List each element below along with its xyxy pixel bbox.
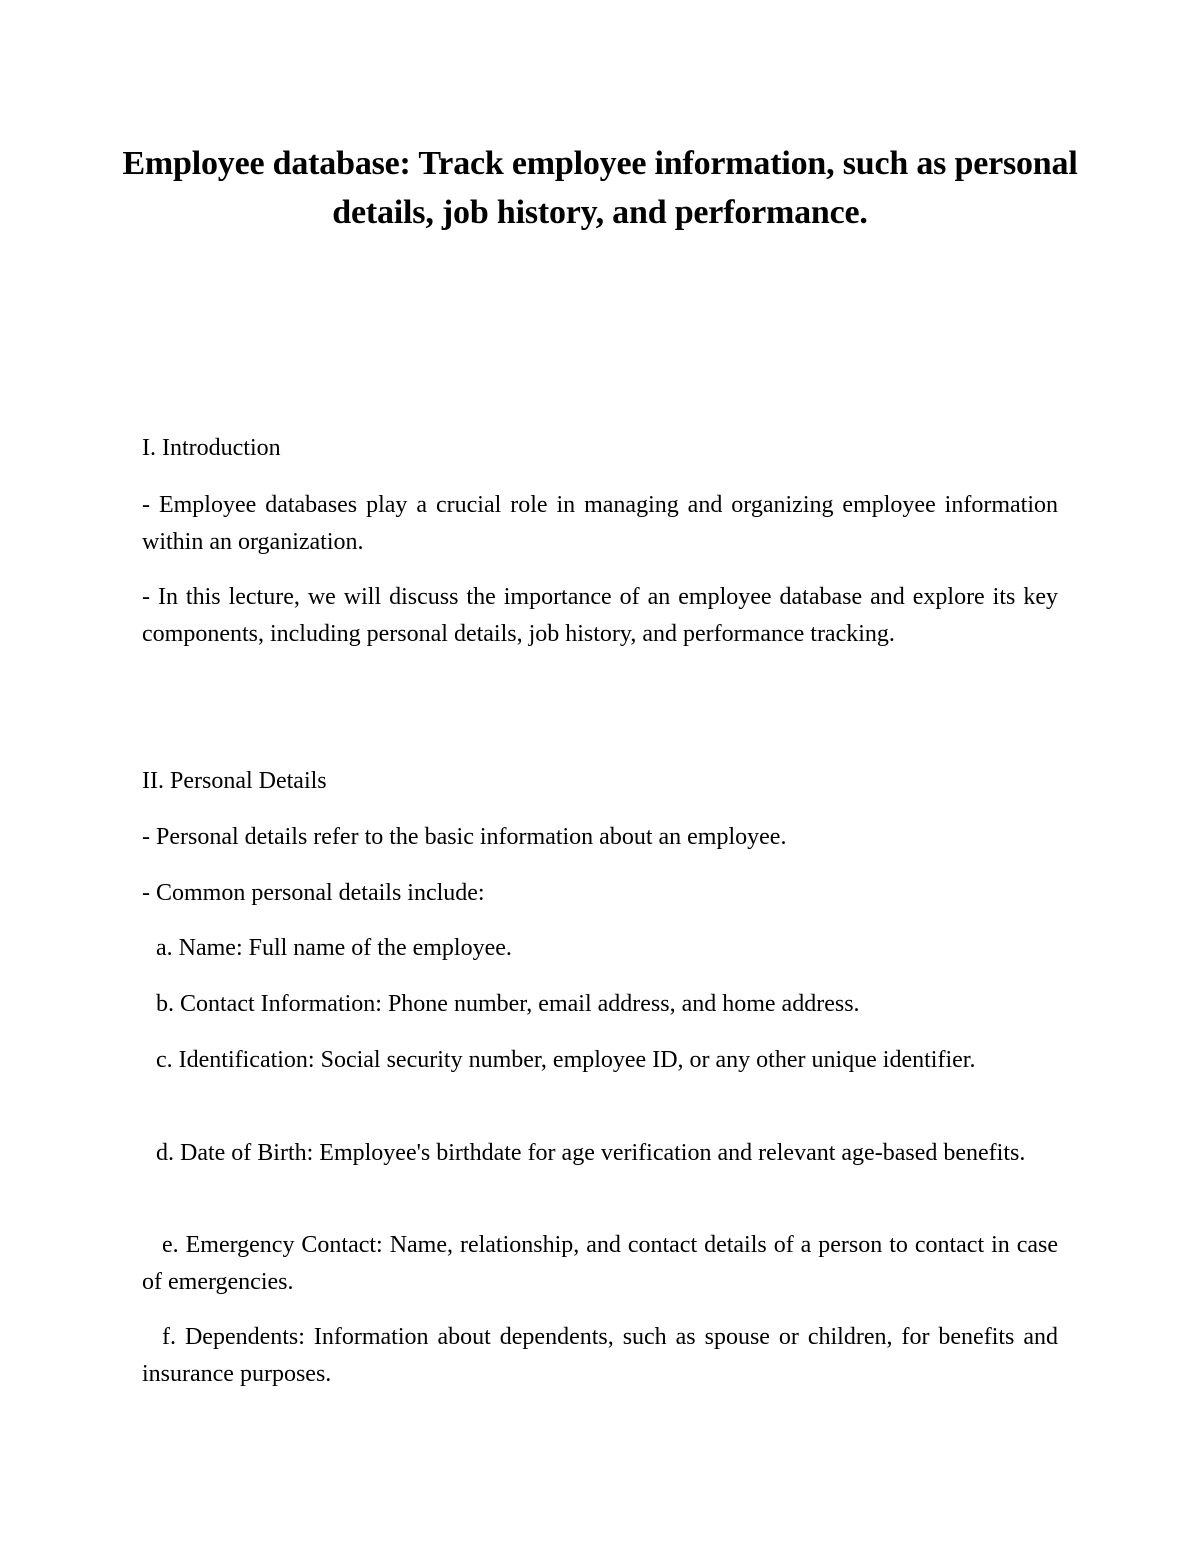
personal-details-paragraph-2: - Common personal details include: xyxy=(142,880,485,906)
list-item-dependents: f. Dependents: Information about dependents, such as spouse or children, for benefits and insurance purposes. xyxy=(142,1324,1058,1387)
section-heading-personal-details: II. Personal Details xyxy=(142,768,327,794)
list-item-name: a. Name: Full name of the employee. xyxy=(156,935,512,961)
intro-paragraph-1: - Employee databases play a crucial role in managing and organizing employee information within an organization. xyxy=(142,492,1058,555)
section-heading-introduction: I. Introduction xyxy=(142,435,281,461)
list-item-emergency-contact: e. Emergency Contact: Name, relationship, and contact details of a person to contact in case of emergencies. xyxy=(142,1232,1058,1295)
list-item-identification: c. Identification: Social security number, employee ID, or any other unique identifier. xyxy=(156,1047,976,1073)
intro-paragraph-2: - In this lecture, we will discuss the importance of an employee database and explore its key components, including personal details, job history, and performance tracking. xyxy=(142,584,1058,647)
document-title: Employee database: Track employee information, such as personal details, job history, and performance. xyxy=(122,145,1078,231)
list-item-contact-information: b. Contact Information: Phone number, email address, and home address. xyxy=(156,991,860,1017)
personal-details-paragraph-1: - Personal details refer to the basic information about an employee. xyxy=(142,824,787,850)
list-item-date-of-birth: d. Date of Birth: Employee's birthdate for age verification and relevant age-based benefits. xyxy=(156,1140,1026,1166)
